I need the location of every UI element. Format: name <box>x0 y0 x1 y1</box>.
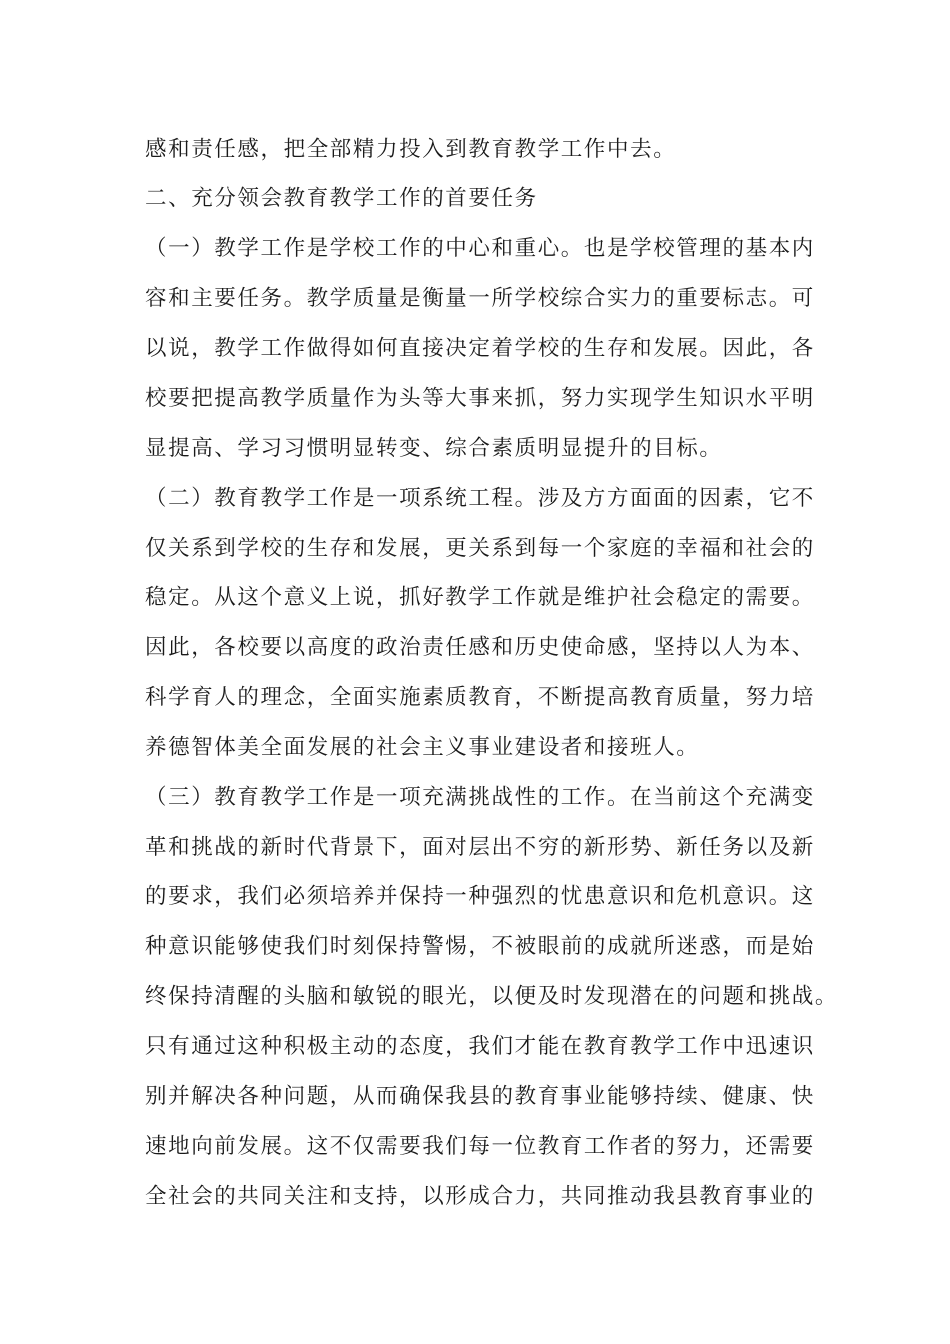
text-line: 稳定。从这个意义上说，抓好教学工作就是维护社会稳定的需要。 <box>145 585 815 610</box>
text-line: 容和主要任务。教学质量是衡量一所学校综合实力的重要标志。可 <box>145 286 815 311</box>
text-line: 只有通过这种积极主动的态度，我们才能在教育教学工作中迅速识 <box>145 1034 815 1059</box>
text-line: 仅关系到学校的生存和发展，更关系到每一个家庭的幸福和社会的 <box>145 536 815 561</box>
text-line: 别并解决各种问题，从而确保我县的教育事业能够持续、健康、快 <box>145 1084 815 1109</box>
text-line: 速地向前发展。这不仅需要我们每一位教育工作者的努力，还需要 <box>145 1134 815 1159</box>
text-line: （三）教育教学工作是一项充满挑战性的工作。在当前这个充满变 <box>145 785 815 810</box>
text-line: （二）教育教学工作是一项系统工程。涉及方方面面的因素，它不 <box>145 486 815 511</box>
text-line: 校要把提高教学质量作为头等大事来抓，努力实现学生知识水平明 <box>145 386 815 411</box>
text-line: 科学育人的理念，全面实施素质教育，不断提高教育质量，努力培 <box>145 685 815 710</box>
text-line: 全社会的共同关注和支持，以形成合力，共同推动我县教育事业的 <box>145 1184 815 1209</box>
text-line: 的要求，我们必须培养并保持一种强烈的忧患意识和危机意识。这 <box>145 884 815 909</box>
text-line: 显提高、学习习惯明显转变、综合素质明显提升的目标。 <box>145 436 723 461</box>
text-line: 感和责任感，把全部精力投入到教育教学工作中去。 <box>145 137 677 162</box>
text-line: 革和挑战的新时代背景下，面对层出不穷的新形势、新任务以及新 <box>145 835 815 860</box>
text-line: 终保持清醒的头脑和敏锐的眼光，以便及时发现潜在的问题和挑战。 <box>145 984 839 1009</box>
text-line: 种意识能够使我们时刻保持警惕，不被眼前的成就所迷惑，而是始 <box>145 934 815 959</box>
text-line: 因此，各校要以高度的政治责任感和历史使命感，坚持以人为本、 <box>145 635 815 660</box>
text-line: 以说，教学工作做得如何直接决定着学校的生存和发展。因此，各 <box>145 336 815 361</box>
text-line: （一）教学工作是学校工作的中心和重心。也是学校管理的基本内 <box>145 236 815 261</box>
section-heading: 二、充分领会教育教学工作的首要任务 <box>145 186 538 211</box>
text-line: 养德智体美全面发展的社会主义事业建设者和接班人。 <box>145 735 700 760</box>
